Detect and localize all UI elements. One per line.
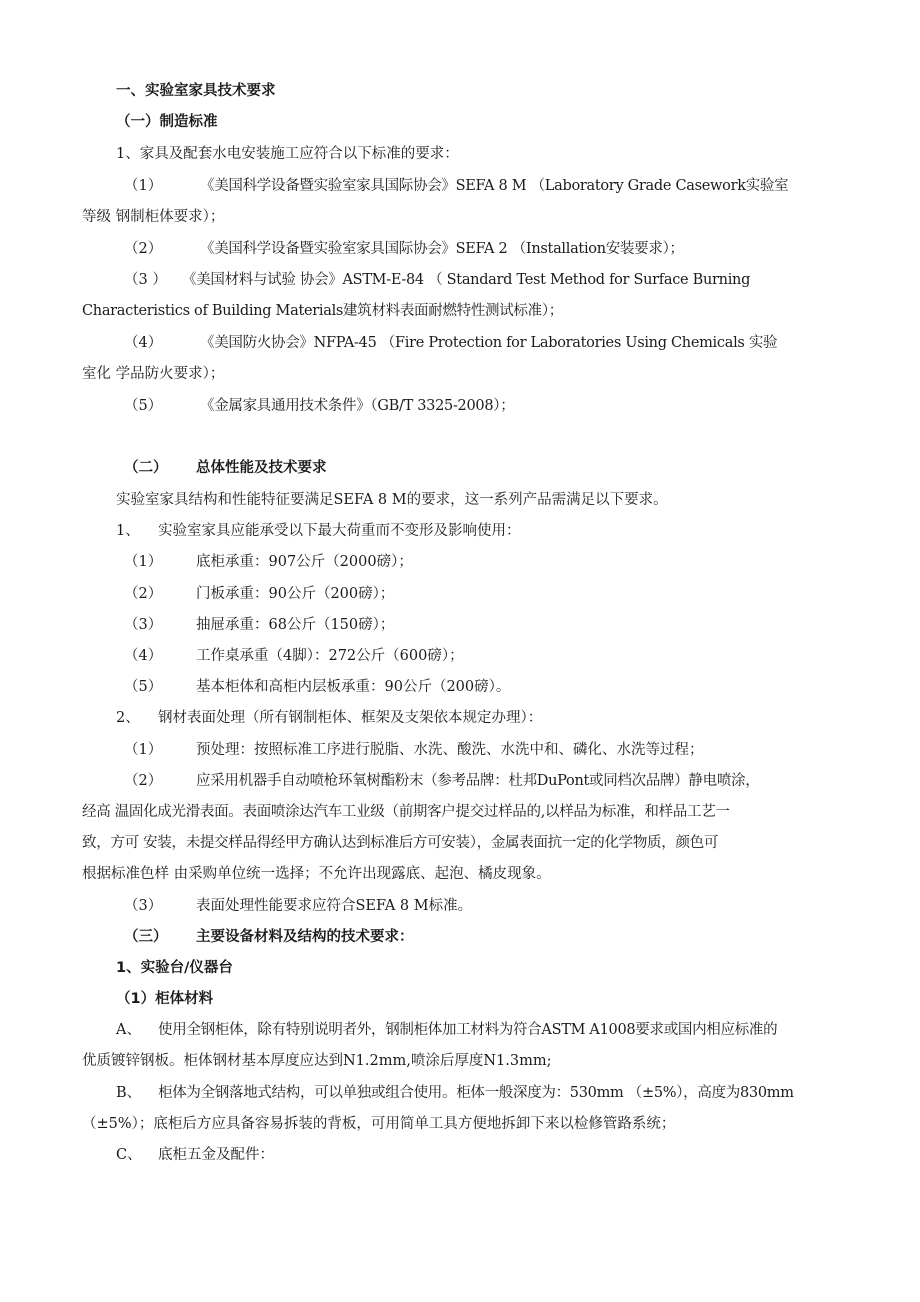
treat-2-cont1: 经高 温固化成光滑表面。表面喷涂达汽车工业级（前期客户提交过样品的,以样品为标准，和样品工艺一 bbox=[82, 804, 730, 820]
para-a-num: A、 bbox=[116, 1022, 141, 1038]
load-5-text: 基本柜体和高柜内层板承重：90公斤（200磅）。 bbox=[196, 679, 511, 695]
section-1-title: （一）制造标准 bbox=[116, 114, 218, 130]
main-heading: 一、实验室家具技术要求 bbox=[116, 83, 276, 99]
para-a-text: 使用全钢柜体，除有特别说明者外，钢制柜体加工材料为符合ASTM A1008要求或国内相应标准的 bbox=[158, 1022, 778, 1038]
treat-3-text: 表面处理性能要求应符合SEFA 8 M标准。 bbox=[196, 898, 473, 914]
standard-1-text: 《美国科学设备暨实验室家具国际协会》SEFA 8 M （Laboratory Grade Casework实验室 bbox=[200, 178, 789, 194]
section-1-intro: 1、家具及配套水电安装施工应符合以下标准的要求： bbox=[116, 146, 459, 162]
standard-5-text: 《金属家具通用技术条件》（GB/T 3325-2008）； bbox=[200, 398, 515, 414]
standard-2-num: （2） bbox=[124, 241, 163, 257]
load-4-num: （4） bbox=[124, 648, 163, 664]
section-3-title: 主要设备材料及结构的技术要求： bbox=[196, 929, 414, 945]
standard-4-num: （4） bbox=[124, 335, 163, 351]
treat-1-num: （1） bbox=[124, 742, 163, 758]
section-2-num: （二） bbox=[124, 460, 168, 476]
standard-3-cont: Characteristics of Building Materials建筑材料表面耐燃特性测试标准）； bbox=[82, 303, 563, 319]
para-a-cont: 优质镀锌钢板。柜体钢材基本厚度应达到N1.2mm,喷涂后厚度N1.3mm; bbox=[82, 1053, 552, 1069]
treat-2-num: （2） bbox=[124, 773, 163, 789]
treat-3-num: （3） bbox=[124, 898, 163, 914]
standard-1-num: （1） bbox=[124, 178, 163, 194]
standard-4-cont: 室化 学品防火要求）； bbox=[82, 366, 225, 382]
para-c-num: C、 bbox=[116, 1147, 142, 1163]
load-5-num: （5） bbox=[124, 679, 163, 695]
standard-3-num: （3 ） bbox=[124, 272, 167, 288]
para-c-text: 底柜五金及配件： bbox=[158, 1147, 274, 1163]
treat-1-text: 预处理：按照标准工序进行脱脂、水洗、酸洗、水洗中和、磷化、水洗等过程； bbox=[196, 742, 704, 758]
point-1-num: 1、 bbox=[116, 523, 140, 539]
load-3-text: 抽屉承重：68公斤（150磅）； bbox=[196, 617, 395, 633]
standard-1-cont: 等级 钢制柜体要求）； bbox=[82, 209, 225, 225]
standard-3-text: 《美国材料与试验 协会》ASTM-E-84 （ Standard Test Method for Surface Burning bbox=[182, 272, 751, 288]
load-1-text: 底柜承重：907公斤（2000磅）； bbox=[196, 554, 413, 570]
standard-4-text: 《美国防火协会》NFPA-45 （Fire Protection for Laboratories Using Chemicals 实验 bbox=[200, 335, 778, 351]
subsection-lab-bench: 1、实验台/仪器台 bbox=[116, 960, 233, 976]
para-b-cont: （±5%）；底柜后方应具备容易拆装的背板，可用简单工具方便地拆卸下来以检修管路系统； bbox=[82, 1116, 676, 1132]
subsection-cabinet-material: （1）柜体材料 bbox=[116, 991, 214, 1007]
point-2-num: 2、 bbox=[116, 710, 140, 726]
section-2-intro: 实验室家具结构和性能特征要满足SEFA 8 M的要求，这一系列产品需满足以下要求。 bbox=[116, 492, 668, 508]
load-2-text: 门板承重：90公斤（200磅）； bbox=[196, 586, 395, 602]
point-1-text: 实验室家具应能承受以下最大荷重而不变形及影响使用： bbox=[158, 523, 521, 539]
load-2-num: （2） bbox=[124, 586, 163, 602]
section-2-title: 总体性能及技术要求 bbox=[196, 460, 327, 476]
load-1-num: （1） bbox=[124, 554, 163, 570]
load-3-num: （3） bbox=[124, 617, 163, 633]
treat-2-cont3: 根据标准色样 由采购单位统一选择；不允许出现露底、起泡、橘皮现象。 bbox=[82, 866, 551, 882]
load-4-text: 工作桌承重（4脚）：272公斤（600磅）； bbox=[196, 648, 464, 664]
standard-2-text: 《美国科学设备暨实验室家具国际协会》SEFA 2 （Installation安装要求）； bbox=[200, 241, 684, 257]
section-3-num: （三） bbox=[124, 929, 168, 945]
point-2-text: 钢材表面处理（所有钢制柜体、框架及支架依本规定办理）： bbox=[158, 710, 543, 726]
treat-2-cont2: 致，方可 安装，未提交样品得经甲方确认达到标准后方可安装），金属表面抗一定的化学物质，颜色可 bbox=[82, 835, 719, 851]
para-b-text: 柜体为全钢落地式结构，可以单独或组合使用。柜体一般深度为：530mm （±5%），高度为830mm bbox=[158, 1085, 794, 1101]
treat-2-text: 应采用机器手自动喷枪环氧树酯粉末（参考品牌：杜邦DuPont或同档次品牌）静电喷涂， bbox=[196, 773, 760, 789]
standard-5-num: （5） bbox=[124, 398, 163, 414]
para-b-num: B、 bbox=[116, 1085, 142, 1101]
